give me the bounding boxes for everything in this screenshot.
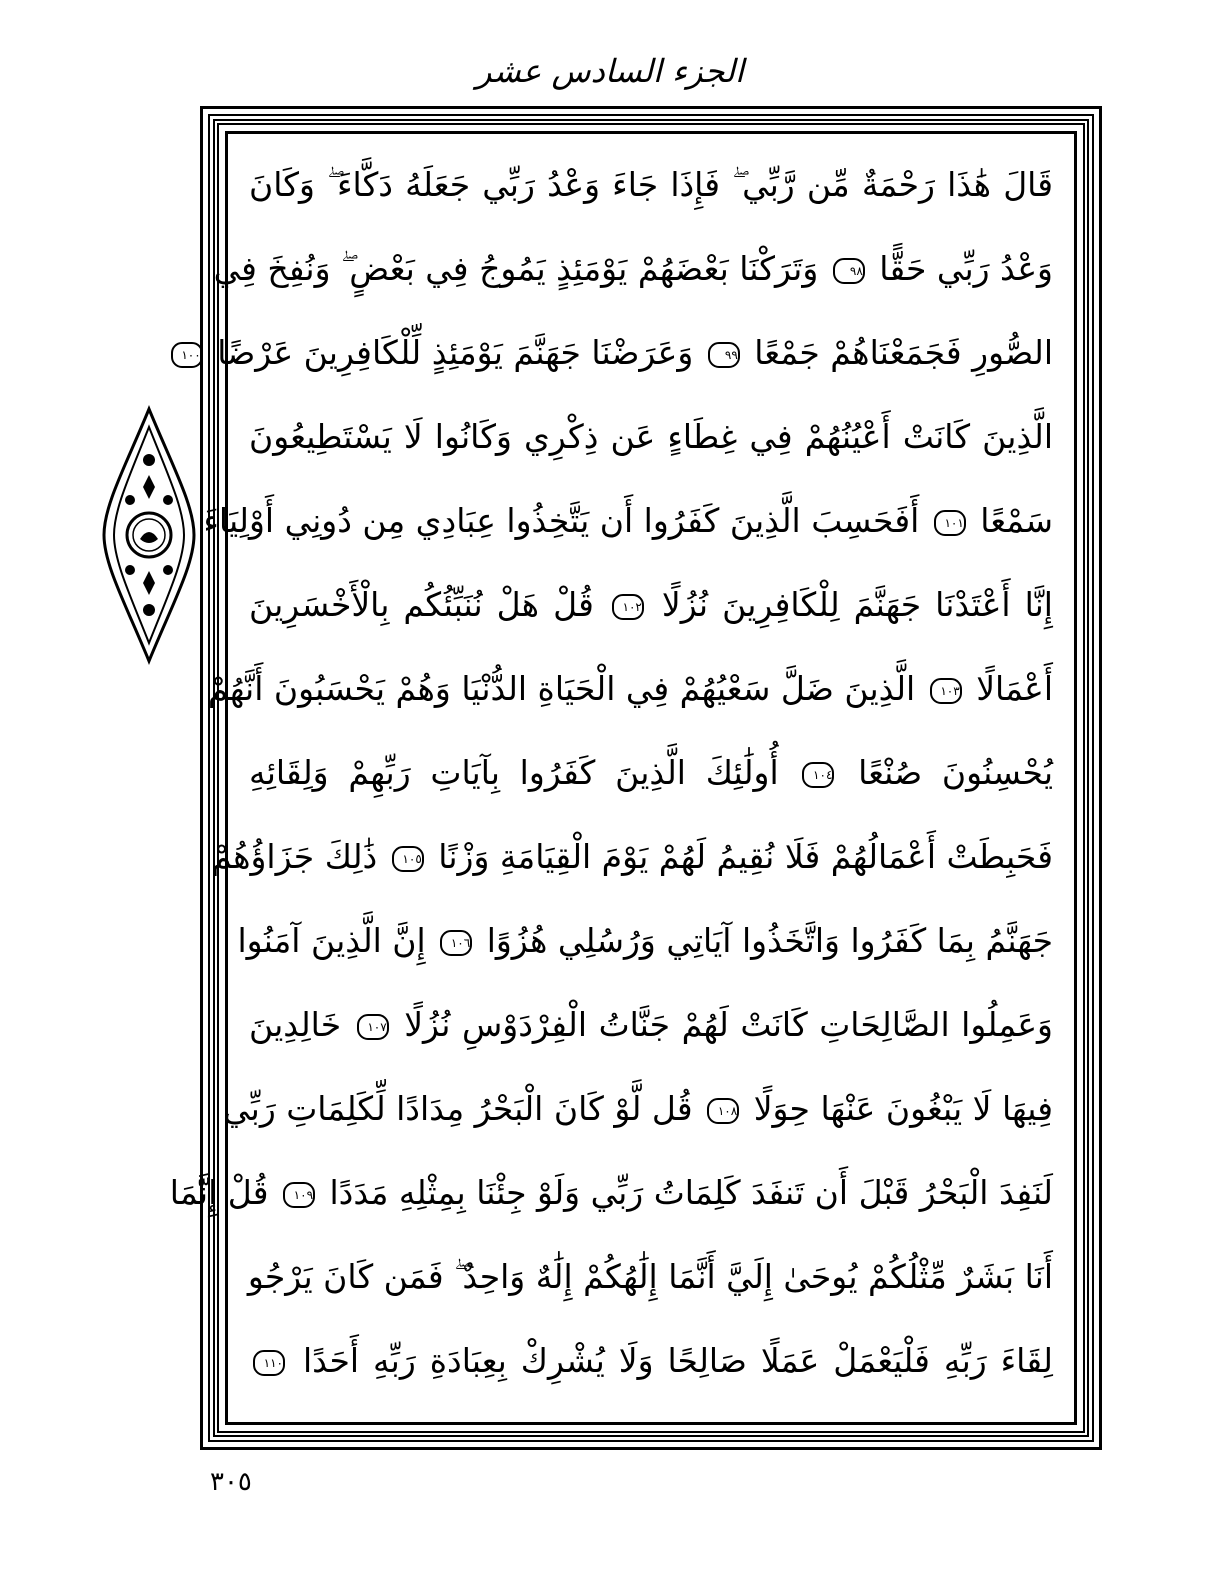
- line-text: جَهَنَّمُ بِمَا كَفَرُوا وَاتَّخَذُوا آيَاتِي وَرُسُلِي هُزُوًا: [486, 921, 1053, 960]
- ayah-number-marker: ١٠١: [934, 510, 966, 536]
- line-text: إِنَّ الَّذِينَ آمَنُوا: [237, 921, 426, 960]
- juz-header: الجزء السادس عشر: [476, 52, 744, 90]
- ayah-number-marker: ١٠٩: [283, 1182, 315, 1208]
- verse-line: [249, 143, 1053, 227]
- line-text: فِيهَا لَا يَبْغُونَ عَنْهَا حِوَلًا: [753, 1089, 1053, 1128]
- line-text: لَنَفِدَ الْبَحْرُ قَبْلَ أَن تَنفَدَ كَلِمَاتُ رَبِّي وَلَوْ جِئْنَا بِمِثْلِهِ مَدَدًا: [329, 1173, 1053, 1212]
- line-text: وَعْدُ رَبِّي حَقًّا: [879, 249, 1053, 288]
- ayah-number-marker: ١٠٣: [930, 678, 962, 704]
- verse-line: [249, 983, 1053, 1067]
- line-text: يُحْسِنُونَ صُنْعًا: [858, 753, 1053, 792]
- verse-line: [249, 731, 1053, 815]
- ayah-number-marker: ١٠٦: [440, 930, 472, 956]
- line-text: أَنَا بَشَرٌ مِّثْلُكُمْ يُوحَىٰ إِلَيَّ أَنَّمَا إِلَٰهُكُمْ إِلَٰهٌ وَاحِدٌ ۖ فَمَن كَانَ يَرْجُو: [247, 1257, 1053, 1296]
- line-text: الصُّورِ فَجَمَعْنَاهُمْ جَمْعًا: [754, 333, 1053, 372]
- verse-line: [169, 1151, 1053, 1235]
- line-text: ذَٰلِكَ جَزَاؤُهُمْ: [211, 837, 378, 876]
- verse-line: [213, 227, 1053, 311]
- ayah-number-marker: ١١٠: [253, 1350, 285, 1376]
- line-text: وَعَرَضْنَا جَهَنَّمَ يَوْمَئِذٍ لِّلْكَافِرِينَ عَرْضًا: [217, 333, 694, 372]
- line-text: قُلْ إِنَّمَا: [169, 1173, 269, 1212]
- line-text: أَفَحَسِبَ الَّذِينَ كَفَرُوا أَن يَتَّخِذُوا عِبَادِي مِن دُونِي أَوْلِيَاءَ: [203, 501, 920, 540]
- ayah-number-marker: ١٠٢: [612, 594, 644, 620]
- ayah-number-marker: ١٠٥: [392, 846, 424, 872]
- verse-line: [223, 1067, 1053, 1151]
- rub-el-hizb-icon: [102, 405, 196, 665]
- verse-line: [181, 311, 1053, 395]
- ayah-number-marker: ١٠٧: [357, 1014, 389, 1040]
- verse-line: [249, 1319, 1053, 1403]
- quran-text-area: [169, 143, 1065, 1413]
- ayah-number-marker: ١٠٨: [707, 1098, 739, 1124]
- line-text: وَعَمِلُوا الصَّالِحَاتِ كَانَتْ لَهُمْ جَنَّاتُ الْفِرْدَوْسِ نُزُلًا: [404, 1005, 1053, 1044]
- ayah-number-marker: ١٠٤: [802, 762, 834, 788]
- line-text: إِنَّا أَعْتَدْنَا جَهَنَّمَ لِلْكَافِرِينَ نُزُلًا: [661, 585, 1053, 624]
- line-text: قُل لَّوْ كَانَ الْبَحْرُ مِدَادًا لِّكَلِمَاتِ رَبِّي: [223, 1089, 693, 1128]
- line-text: فَحَبِطَتْ أَعْمَالُهُمْ فَلَا نُقِيمُ لَهُمْ يَوْمَ الْقِيَامَةِ وَزْنًا: [438, 837, 1053, 876]
- line-text: الَّذِينَ كَانَتْ أَعْيُنُهُمْ فِي غِطَاءٍ عَن ذِكْرِي وَكَانُوا لَا يَسْتَطِيعُونَ: [249, 417, 1053, 456]
- line-text: سَمْعًا: [980, 501, 1053, 540]
- line-text: أَعْمَالًا: [976, 669, 1053, 708]
- verse-line: [249, 395, 1053, 479]
- verse-line: [211, 815, 1053, 899]
- ayah-number-marker: ١٠٠: [171, 342, 203, 368]
- page-number: ٣٠٥: [210, 1467, 252, 1497]
- line-text: وَتَرَكْنَا بَعْضَهُمْ يَوْمَئِذٍ يَمُوجُ فِي بَعْضٍ ۖ وَنُفِخَ فِي: [213, 249, 819, 288]
- line-text: قُلْ هَلْ نُنَبِّئُكُم بِالْأَخْسَرِينَ: [249, 585, 594, 624]
- verse-line: [237, 899, 1053, 983]
- line-text: لِقَاءَ رَبِّهِ فَلْيَعْمَلْ عَمَلًا صَالِحًا وَلَا يُشْرِكْ بِعِبَادَةِ رَبِّهِ أَحَدًا: [302, 1341, 1053, 1380]
- verse-line: [203, 479, 1053, 563]
- ayah-number-marker: ٩٨: [833, 258, 865, 284]
- line-text: خَالِدِينَ: [249, 1005, 342, 1044]
- verse-line: [249, 1235, 1053, 1319]
- page-frame: [169, 106, 1102, 1450]
- line-text: قَالَ هَٰذَا رَحْمَةٌ مِّن رَّبِّي ۖ فَإِذَا جَاءَ وَعْدُ رَبِّي جَعَلَهُ دَكَّاءَ ۖ وَكَانَ: [249, 165, 1053, 204]
- ayah-number-marker: ٩٩: [708, 342, 740, 368]
- line-text: الَّذِينَ ضَلَّ سَعْيُهُمْ فِي الْحَيَاةِ الدُّنْيَا وَهُمْ يَحْسَبُونَ أَنَّهُمْ: [207, 669, 916, 708]
- verse-line: [207, 647, 1053, 731]
- verse-line: [249, 563, 1053, 647]
- line-text: أُولَٰئِكَ الَّذِينَ كَفَرُوا بِآيَاتِ رَبِّهِمْ وَلِقَائِهِ: [249, 753, 779, 792]
